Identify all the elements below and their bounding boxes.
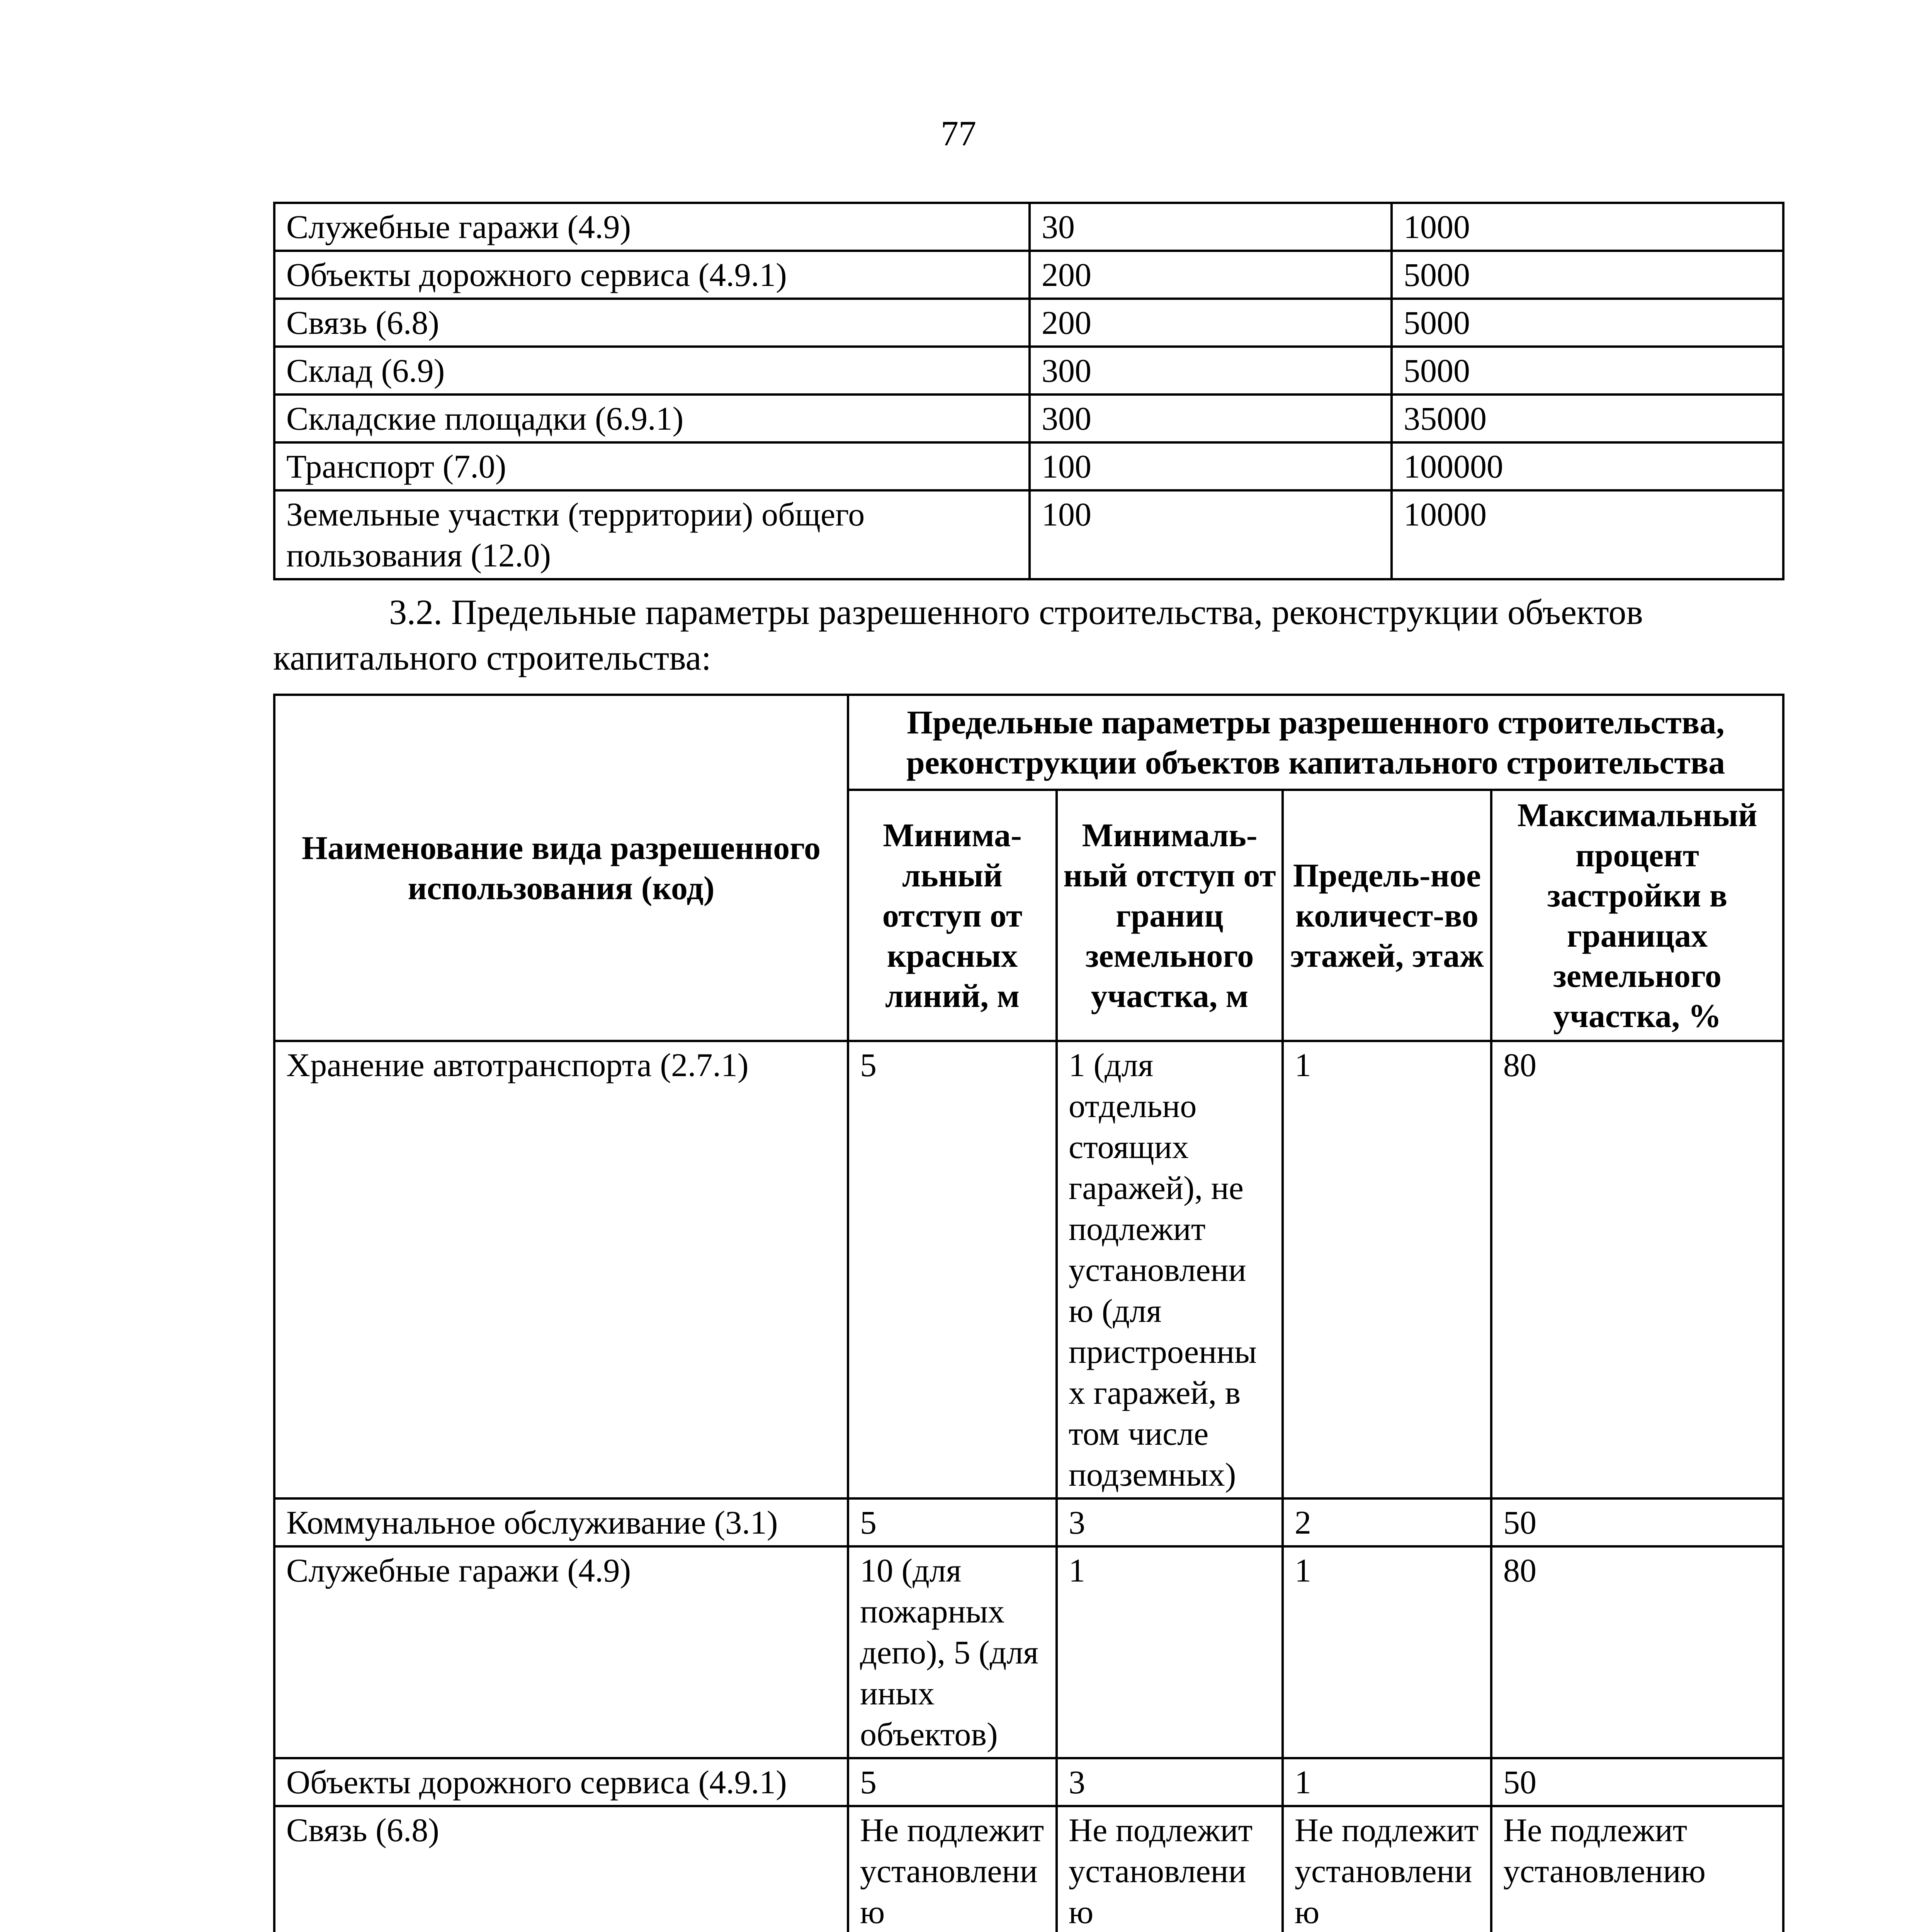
table-row [274,251,1783,299]
table-row [274,490,1783,579]
table-cell-name: Служебные гаражи (4.9) [274,1546,848,1758]
table-row [274,395,1783,442]
table-cell-name: Коммунальное обслуживание (3.1) [274,1498,848,1546]
table-cell-name: Транспорт (7.0) [274,442,1030,490]
lot-size-table-body [274,203,1783,579]
parameters-table-body [274,1041,1783,1932]
table-cell-c1: 5 [848,1498,1057,1546]
table-cell-c3: 1 [1283,1546,1491,1758]
table-cell-name: Объекты дорожного сервиса (4.9.1) [274,1758,848,1806]
table-cell-c3: 2 [1283,1498,1491,1546]
table-cell-c4: 80 [1491,1041,1783,1498]
table-cell-max: 1000 [1392,203,1783,251]
table-cell-name: Связь (6.8) [274,1806,848,1932]
table-cell-c4: 50 [1491,1758,1783,1806]
table-row [274,299,1783,347]
table-cell-c1: 10 (для пожарных депо), 5 (для иных объектов) [848,1546,1057,1758]
table-cell-name: Хранение автотранспорта (2.7.1) [274,1041,848,1498]
table-cell-c2: 1 (для отдельно стоящих гаражей), не подлежит установлению (для пристроенных гаражей, в том числе подземных) [1057,1041,1283,1498]
table-cell-min: 100 [1030,442,1392,490]
table-row [274,1041,1783,1498]
table-row [274,347,1783,395]
page-number: 77 [941,114,976,153]
header-max-coverage: Максимальный процент застройки в границах земельного участка, % [1491,790,1783,1041]
table-cell-min: 30 [1030,203,1392,251]
header-min-setback-boundaries: Минималь-ный отступ от границ земельного участка, м [1057,790,1283,1041]
table-cell-c2: Не подлежит установлению [1057,1806,1283,1932]
table-cell-max: 10000 [1392,490,1783,579]
parameters-table-header [274,695,1783,1041]
table-cell-c2: 3 [1057,1498,1283,1546]
table-row [274,1806,1783,1932]
header-name-column: Наименование вида разрешенного использования (код) [274,695,848,1041]
table-cell-c4: 80 [1491,1546,1783,1758]
parameters-table [273,694,1784,1932]
lot-size-table [273,202,1784,580]
header-max-floors: Предель-ное количест-во этажей, этаж [1283,790,1491,1041]
table-cell-min: 200 [1030,251,1392,299]
table-cell-c2: 1 [1057,1546,1283,1758]
table-cell-c1: 5 [848,1041,1057,1498]
table-cell-max: 5000 [1392,299,1783,347]
table-cell-c1: 5 [848,1758,1057,1806]
table-cell-name: Земельные участки (территории) общего пользования (12.0) [274,490,1030,579]
table-cell-max: 35000 [1392,395,1783,442]
table-row [274,1758,1783,1806]
table-row [274,1546,1783,1758]
section-paragraph: 3.2. Предельные параметры разрешенного строительства, реконструкции объектов капитального строительства: [273,592,1643,677]
table-cell-c2: 3 [1057,1758,1283,1806]
table-cell-min: 100 [1030,490,1392,579]
table-cell-c3: 1 [1283,1041,1491,1498]
table-cell-name: Служебные гаражи (4.9) [274,203,1030,251]
table-cell-min: 200 [1030,299,1392,347]
table-cell-c3: Не подлежит установлению [1283,1806,1491,1932]
table-cell-name: Связь (6.8) [274,299,1030,347]
table-cell-name: Складские площадки (6.9.1) [274,395,1030,442]
header-min-setback-red-lines: Минима-льный отступ от красных линий, м [848,790,1057,1041]
table-cell-max: 5000 [1392,347,1783,395]
table-cell-name: Объекты дорожного сервиса (4.9.1) [274,251,1030,299]
table-cell-c4: 50 [1491,1498,1783,1546]
table-cell-max: 5000 [1392,251,1783,299]
header-group: Предельные параметры разрешенного строительства, реконструкции объектов капитального строительства [848,695,1783,790]
table-row [274,203,1783,251]
table-row [274,442,1783,490]
table-cell-min: 300 [1030,395,1392,442]
table-cell-name: Склад (6.9) [274,347,1030,395]
table-cell-min: 300 [1030,347,1392,395]
table-cell-c3: 1 [1283,1758,1491,1806]
table-cell-c1: Не подлежит установлению [848,1806,1057,1932]
table-row [274,1498,1783,1546]
table-cell-max: 100000 [1392,442,1783,490]
table-cell-c4: Не подлежит установлению [1491,1806,1783,1932]
